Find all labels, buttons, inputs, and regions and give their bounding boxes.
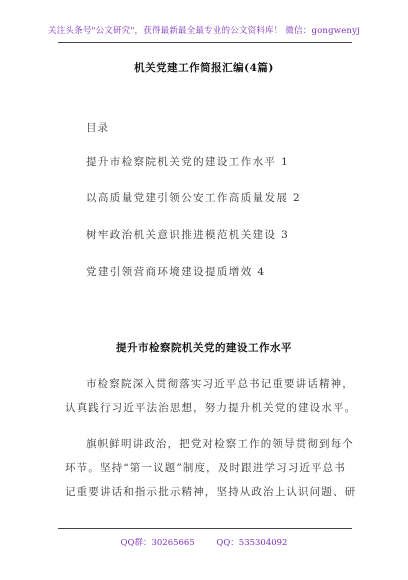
footer-note: QQ群：30265665 QQ：535304092 (120, 538, 288, 548)
header-divider (58, 42, 352, 43)
body-paragraph (65, 372, 355, 420)
toc-item: 以高质量党建引领公安工作高质量发展 2 (86, 192, 302, 204)
toc-heading: 目录 (86, 122, 109, 134)
paragraph-line: 认真践行习近平法治思想，努力提升机关党的建设水平。 (65, 402, 357, 414)
footer-divider (58, 528, 352, 529)
paragraph-line: 市检察院深入贯彻落实习近平总书记重要讲话精神， (86, 378, 354, 390)
paragraph-line: 旗帜鲜明讲政治，把党对检察工作的领导贯彻到每个 (86, 438, 354, 450)
paragraph-line: 记重要讲话和指示批示精神，坚持从政治上认识问题、研 (65, 486, 357, 498)
body-paragraph (65, 432, 355, 504)
toc-item: 党建引领营商环境建设提质增效 4 (86, 266, 266, 278)
toc-item: 提升市检察院机关党的建设工作水平 1 (86, 156, 290, 168)
header-note: 关注头条号"公文研究"，获得最新最全最专业的公文资料库！ 微信：gongwenyj (48, 26, 360, 36)
document-title: 机关党建工作简报汇编(4篇) (134, 62, 274, 74)
toc-item: 树牢政治机关意识推进模范机关建设 3 (86, 229, 290, 241)
paragraph-line: 环节。坚持“第一议题”制度，及时跟进学习习近平总书 (65, 462, 346, 474)
section-title: 提升市检察院机关党的建设工作水平 (116, 342, 292, 354)
